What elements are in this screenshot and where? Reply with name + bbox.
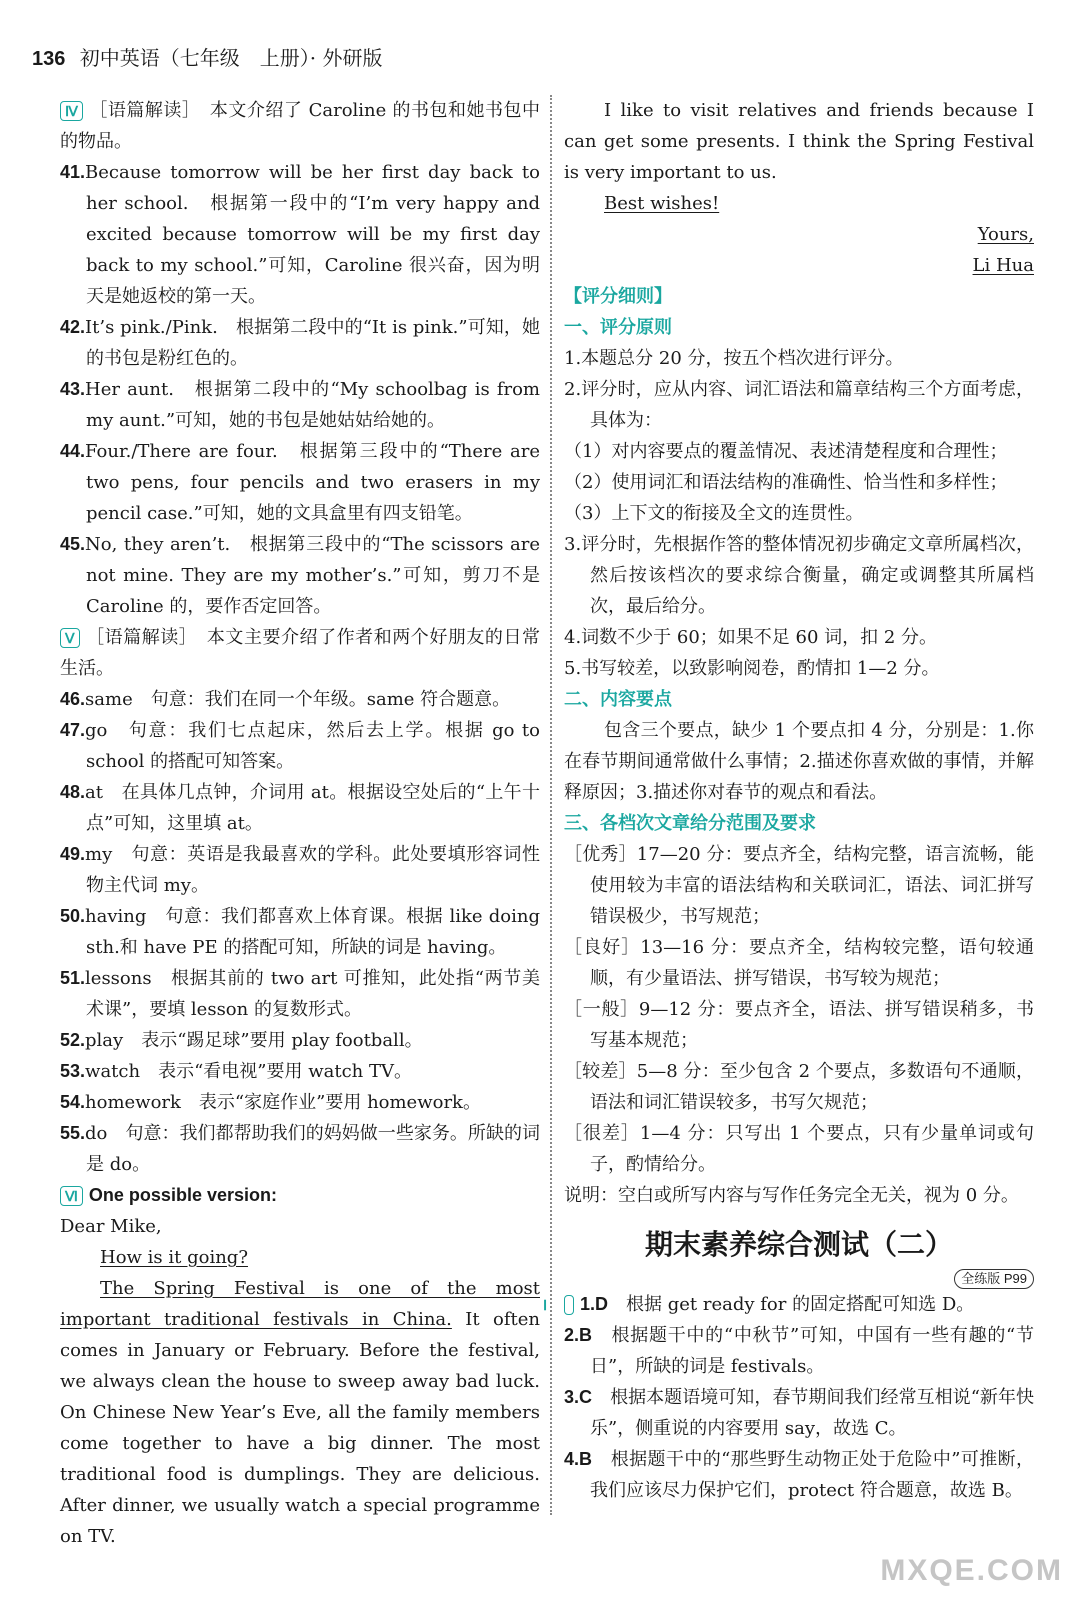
answer-number: 48. [60,782,86,802]
rule-item: 3.评分时，先根据作答的整体情况初步确定文章所属档次，然后按该档次的要求综合衡量，确定或调整其所属档次，最后给分。 [564,534,1034,617]
answer-number: 47. [60,720,86,740]
answer-number: 51. [60,968,86,988]
answer-number: 42. [60,317,86,337]
answers-46-55 [60,684,540,1180]
section-6-title [60,1180,540,1211]
answer-text: watch 表示“看电视”要用 watch TV。 [85,1061,412,1082]
underlined-sentence: The Spring Festival is one of the most important traditional festivals in China. [60,1278,540,1330]
letter-paragraph-1 [60,1273,540,1552]
section-badge: Ⅰ [564,1295,574,1315]
rule-item: （3）上下文的衔接及全文的连贯性。 [564,503,864,524]
rule-item: 4.词数不少于 60；如果不足 60 词，扣 2 分。 [564,627,938,648]
watermark: MXQE.COM [880,1554,1063,1587]
answer-text: do 句意：我们都帮助我们的妈妈做一些家务。所缺的词是 do。 [85,1123,540,1175]
rule-item: 5.书写较差，以致影响阅卷，酌情扣 1—2 分。 [564,658,940,679]
answer-number: 41. [60,162,86,182]
answer-text: at 在具体几点钟，介词用 at。根据设空处后的“上午十点”可知，这里填 at。 [85,782,540,834]
right-column [543,95,1034,1506]
answer-item [60,374,540,436]
answer-text: same 句意：我们在同一个年级。same 符合题意。 [85,689,511,710]
answer-text: Her aunt. 根据第二段中的“My schoolbag is from my aunt.”可知，她的书包是她姑姑给她的。 [85,379,540,431]
book-title: 初中英语（七年级 上册）· 外研版 [79,46,383,70]
answer-text: 根据题干中的“那些野生动物正处于危险中”可推断，我们应该尽力保护它们，protect 符合题意，故选 B。 [590,1449,1034,1501]
answer-text: homework 表示“家庭作业”要用 homework。 [85,1092,481,1113]
answer-number: 44. [60,441,86,461]
answer-number: 1.D [580,1294,609,1314]
rules-list [564,343,1034,684]
answer-item [564,1382,1034,1444]
answer-text: 根据题干中的“中秋节”可知，中国有一些有趣的“节日”，所缺的词是 festivals。 [590,1325,1034,1377]
page-number: 136 [32,48,66,70]
answer-item [564,1444,1034,1506]
answer-number: 52. [60,1030,86,1050]
answer-item [60,901,540,963]
letter-greeting: Dear Mike, [60,1216,162,1237]
answer-number: 55. [60,1123,86,1143]
answer-text: 根据 get ready for 的固定搭配可知选 D。 [608,1294,975,1315]
rule-item: （2）使用词汇和语法结构的准确性、恰当性和多样性； [564,472,1008,493]
letter-closing: Best wishes! [604,193,720,214]
answer-item [60,963,540,1025]
sample-title: One possible version: [88,1185,277,1205]
answer-number: 45. [60,534,86,554]
section-intro-text: ［语篇解读］ 本文主要介绍了作者和两个好朋友的日常生活。 [60,627,540,679]
section-badge: Ⅵ [60,1186,83,1206]
answer-item [60,529,540,622]
section-intro-text: ［语篇解读］ 本文介绍了 Caroline 的书包和她书包中的物品。 [60,100,540,152]
answers-41-45 [60,157,540,622]
letter-line-1: How is it going? [100,1247,248,1268]
answer-item [564,1320,1034,1382]
letter-signature: Li Hua [972,255,1034,276]
paragraph-text: It often comes in January or February. Before the festival, we always clean the house to sweep away bad luck. On Chinese New Year’s Eve, all the family members come together to have a big dinner. The most traditional food is dumplings. They are delicious. After dinner, we usually watch a special programme on TV. [60,1309,541,1547]
rules-title: 【评分细则】 [564,286,672,306]
section-4-intro [60,95,540,157]
answer-item [60,839,540,901]
answer-item [60,684,540,715]
rule-item: 1.本题总分 20 分，按五个档次进行评分。 [564,348,904,369]
answer-text: lessons 根据其前的 two art 可推知，此处指“两节美术课”，要填 lesson 的复数形式。 [85,968,540,1020]
column-divider [550,95,552,1515]
left-column [60,95,540,1552]
rules-heading-2: 二、内容要点 [564,689,672,709]
rules-heading-3: 三、各档次文章给分范围及要求 [564,813,816,833]
answer-item [60,312,540,374]
answer-text: my 句意：英语是我最喜欢的学科。此处要填形容词性物主代词 my。 [85,844,540,896]
answer-text: Because tomorrow will be her first day back to her school. 根据第一段中的“I’m very happy and excited because tomorrow will be my first day back to my school.”可知，Caroline 很兴奋，因为明天是她返校的第一天。 [85,162,540,307]
answer-number: 4.B [564,1449,593,1469]
answers-1-4 [543,1289,1034,1506]
grade-item: ［良好］13—16 分：要点齐全，结构较完整，语句较通顺，有少量语法、拼写错误，书写较为规范； [564,937,1034,989]
grade-list [564,839,1034,1211]
rules-heading-1: 一、评分原则 [564,317,672,337]
section-badge: Ⅳ [60,101,83,121]
answer-text: having 句意：我们都喜欢上体育课。根据 like doing sth.和 have PE 的搭配可知，所缺的词是 having。 [85,906,540,958]
grade-item: ［一般］9—12 分：要点齐全，语法、拼写错误稍多，书写基本规范； [564,999,1034,1051]
answer-text: go 句意：我们七点起床，然后去上学。根据 go to school 的搭配可知答案。 [85,720,540,772]
grade-item: 说明：空白或所写内容与写作任务完全无关，视为 0 分。 [564,1185,1019,1206]
answer-number: 50. [60,906,86,926]
answer-number: 43. [60,379,86,399]
answer-text: Four./There are four. 根据第三段中的“There are two pens, four pencils and two erasers in my pencil case.”可知，她的文具盒里有四支铅笔。 [85,441,540,524]
rule-item: 2.评分时，应从内容、词汇语法和篇章结构三个方面考虑，具体为： [564,379,1034,431]
test-title: 期末素养综合测试（二） [644,1229,953,1260]
answer-item [60,157,540,312]
grade-item: ［优秀］17—20 分：要点齐全，结构完整，语言流畅，能使用较为丰富的语法结构和关联词汇，语法、词汇拼写错误极少，书写规范； [564,844,1034,927]
answer-number: 54. [60,1092,86,1112]
answer-number: 49. [60,844,86,864]
answer-text: It’s pink./Pink. 根据第二段中的“It is pink.”可知，她的书包是粉红色的。 [85,317,540,369]
section-5-intro [60,622,540,684]
answer-number: 53. [60,1061,86,1081]
answer-item [60,1087,540,1118]
answer-item [60,777,540,839]
answer-text: No, they aren’t. 根据第三段中的“The scissors are not mine. They are my mother’s.”可知，剪刀不是 Caroline 的，要作否定回答。 [85,534,540,617]
rule-item: （1）对内容要点的覆盖情况、表述清楚程度和合理性； [564,441,1008,462]
answer-number: 46. [60,689,86,709]
answer-text: play 表示“踢足球”要用 play football。 [85,1030,423,1051]
letter-paragraph-2: I like to visit relatives and friends because I can get some presents. I think the Spring Festival is very important to us. [564,100,1034,183]
answer-item [60,715,540,777]
reference-tag: 全练版 P99 [954,1269,1034,1289]
grade-item: ［很差］1—4 分：只写出 1 个要点，只有少量单词或句子，酌情给分。 [564,1123,1034,1175]
grade-item: ［较差］5—8 分：至少包含 2 个要点，多数语句不通顺，语法和词汇错误较多，书写欠规范； [564,1061,1034,1113]
section-badge: Ⅴ [60,628,80,648]
content-points: 包含三个要点，缺少 1 个要点扣 4 分，分别是：1.你在春节期间通常做什么事情；2.描述你喜欢做的事情，并解释原因；3.描述你对春节的观点和看法。 [564,720,1034,803]
answer-item [60,1025,540,1056]
answer-item [60,1118,540,1180]
letter-yours: Yours, [977,224,1034,245]
answer-text: 根据本题语境可知，春节期间我们经常互相说“新年快乐”，侧重说的内容要用 say，故选 C。 [590,1387,1034,1439]
answer-item [543,1289,1034,1320]
answer-item [60,436,540,529]
answer-number: 3.C [564,1387,593,1407]
page-header [32,42,382,71]
answer-item [60,1056,540,1087]
answer-number: 2.B [564,1325,593,1345]
